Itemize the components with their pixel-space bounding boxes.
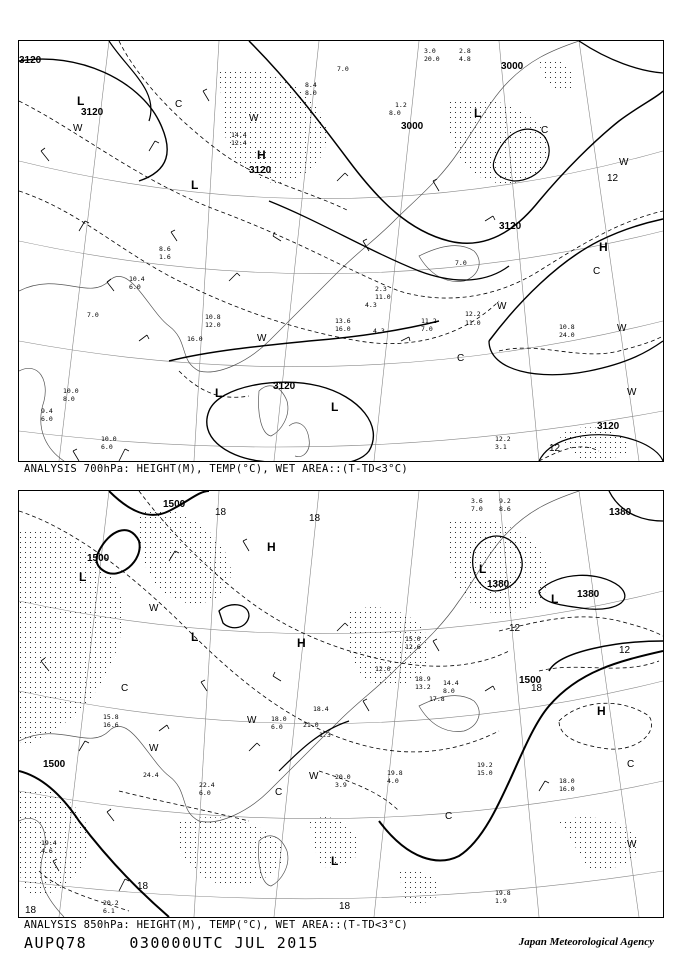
low-center: L: [479, 562, 487, 576]
obs-value: 14.4: [443, 679, 459, 687]
obs-value: 20.2: [103, 899, 119, 907]
obs-value: 4.0: [387, 777, 399, 785]
map-850hpa: [19, 491, 663, 917]
obs-value: 12.0: [205, 321, 221, 329]
low-center: L: [474, 106, 482, 120]
obs-value: 3.0: [424, 47, 436, 55]
obs-value: 4.6: [41, 847, 53, 855]
obs-value: 10.8: [559, 323, 575, 331]
obs-value: 9.4: [41, 407, 53, 415]
obs-value: 10.0: [101, 435, 117, 443]
warm-label: W: [149, 603, 159, 614]
obs-value: 16.6: [103, 721, 119, 729]
contour-label: 3120: [273, 381, 296, 392]
obs-value: 24.4: [143, 771, 159, 779]
obs-value: 4.3: [365, 301, 377, 309]
obs-value: 3.1: [495, 443, 507, 451]
contour-labels: [43, 499, 635, 770]
obs-value: 6.0: [41, 415, 53, 423]
obs-value: 4.3: [373, 327, 385, 335]
obs-value: 1.3: [319, 731, 331, 739]
isotherm-label: 18: [215, 507, 227, 518]
warm-label: W: [309, 771, 319, 782]
high-center: H: [267, 540, 276, 554]
low-center: L: [191, 630, 199, 644]
obs-value: 18.0: [559, 777, 575, 785]
warm-label: W: [257, 333, 267, 344]
high-center: H: [257, 148, 266, 162]
obs-value: 6.1: [103, 907, 115, 915]
obs-value: 11.0: [375, 293, 391, 301]
contour-label: 3120: [499, 221, 522, 232]
obs-value: 8.6: [159, 245, 171, 253]
obs-value: 21.0: [303, 721, 319, 729]
obs-value: 12.2: [465, 310, 481, 318]
obs-value: 3.9: [335, 781, 347, 789]
chart-identifier: [24, 934, 319, 952]
obs-value: 16.0: [335, 325, 351, 333]
obs-value: 19.8: [387, 769, 403, 777]
obs-value: 9.2: [499, 497, 511, 505]
obs-value: 7.0: [455, 259, 467, 267]
contour-label: 3000: [501, 61, 524, 72]
obs-value: 1.9: [495, 897, 507, 905]
obs-value: 20.0: [335, 773, 351, 781]
panel-700-caption: ANALYSIS 700hPa: HEIGHT(M), TEMP(°C), WET AREA::(T-TD<3°C): [24, 463, 409, 475]
cold-label: C: [121, 683, 129, 694]
obs-value: 11.2: [421, 317, 437, 325]
low-center: L: [79, 570, 87, 584]
contour-label: 3000: [401, 121, 424, 132]
obs-value: 6.0: [199, 789, 211, 797]
contour-label: 1380: [577, 589, 600, 600]
obs-value: 8.0: [443, 687, 455, 695]
obs-value: 12.2: [495, 435, 511, 443]
low-center: L: [215, 386, 223, 400]
high-center: H: [297, 636, 306, 650]
contour-label: 1380: [487, 579, 510, 590]
map-700hpa: [19, 41, 663, 461]
chart-code: AUPQ78: [24, 934, 88, 952]
contour-label: 3120: [81, 107, 104, 118]
low-center: L: [551, 592, 559, 606]
contour-label: 1500: [43, 759, 66, 770]
low-center: L: [331, 854, 339, 868]
obs-value: 20.0: [424, 55, 440, 63]
cold-label: C: [175, 99, 183, 110]
obs-value: 8.0: [389, 109, 401, 117]
obs-value: 15.0: [405, 635, 421, 643]
obs-value: 2.3: [375, 285, 387, 293]
warm-label: W: [149, 743, 159, 754]
obs-value: 15.8: [103, 713, 119, 721]
obs-value: 19.4: [41, 839, 57, 847]
warm-label: W: [627, 387, 637, 398]
high-center: H: [599, 240, 608, 254]
obs-value: 7.0: [471, 505, 483, 513]
low-center: L: [331, 400, 339, 414]
contour-label: 3120: [249, 165, 272, 176]
contour-label: 1500: [519, 675, 542, 686]
obs-value: 16.0: [559, 785, 575, 793]
isotherm-label: 18: [531, 683, 543, 694]
obs-value: 1.2: [395, 101, 407, 109]
obs-value: 8.0: [63, 395, 75, 403]
obs-value: 2.8: [459, 47, 471, 55]
isotherm-label: 12: [549, 443, 561, 454]
obs-value: 14.4: [231, 131, 247, 139]
obs-value: 16.0: [187, 335, 203, 343]
warm-label: W: [73, 123, 83, 134]
obs-value: 22.4: [199, 781, 215, 789]
contour-label: 3120: [597, 421, 620, 432]
obs-value: 12.6: [405, 643, 421, 651]
wet-areas: [19, 509, 640, 903]
obs-value: 6.0: [129, 283, 141, 291]
obs-value: 13.6: [335, 317, 351, 325]
high-center: H: [597, 704, 606, 718]
cold-label: C: [445, 811, 453, 822]
obs-value: 7.0: [337, 65, 349, 73]
obs-value: 10.4: [129, 275, 145, 283]
low-center: L: [77, 94, 85, 108]
cold-label: C: [593, 266, 601, 277]
contour-label: 1380: [609, 507, 632, 518]
obs-value: 13.2: [415, 683, 431, 691]
warm-label: W: [619, 157, 629, 168]
contour-label: 1500: [163, 499, 186, 510]
obs-value: 24.0: [559, 331, 575, 339]
low-center: L: [191, 178, 199, 192]
contour-label: 3120: [19, 55, 42, 66]
obs-value: 6.0: [101, 443, 113, 451]
isotherm-label: 18: [25, 905, 37, 916]
cold-label: C: [457, 353, 465, 364]
obs-value: 4.8: [459, 55, 471, 63]
obs-value: 3.6: [471, 497, 483, 505]
obs-value: 17.8: [429, 695, 445, 703]
obs-value: 18.0: [271, 715, 287, 723]
temperature-labels: [73, 99, 637, 454]
warm-label: W: [617, 323, 627, 334]
obs-value: 18.9: [415, 675, 431, 683]
obs-value: 12.4: [231, 139, 247, 147]
isotherm-label: 12: [607, 173, 619, 184]
obs-value: 7.0: [87, 311, 99, 319]
cold-label: C: [275, 787, 283, 798]
isotherm-label: 18: [339, 901, 351, 912]
isotherm-label: 18: [137, 881, 149, 892]
obs-value: 7.0: [421, 325, 433, 333]
cold-label: C: [627, 759, 635, 770]
obs-value: 19.2: [477, 761, 493, 769]
obs-value: 10.0: [63, 387, 79, 395]
map-panel-850hpa: [18, 490, 664, 918]
obs-value: 19.8: [495, 889, 511, 897]
warm-label: W: [247, 715, 257, 726]
panel-850-caption: ANALYSIS 850hPa: HEIGHT(M), TEMP(°C), WET AREA::(T-TD<3°C): [24, 919, 409, 931]
obs-value: 6.0: [271, 723, 283, 731]
graticule: [19, 41, 663, 461]
obs-value: 1.6: [159, 253, 171, 261]
map-panel-700hpa: [18, 40, 664, 462]
obs-value: 10.8: [205, 313, 221, 321]
obs-value: 12.0: [375, 665, 391, 673]
obs-value: 8.4: [305, 81, 317, 89]
warm-label: W: [627, 839, 637, 850]
obs-value: 8.0: [305, 89, 317, 97]
obs-value: 8.6: [499, 505, 511, 513]
isotherms: [19, 41, 663, 461]
height-contours: [19, 41, 663, 461]
obs-value: 18.4: [313, 705, 329, 713]
cold-label: C: [541, 125, 549, 136]
valid-time: 030000UTC JUL 2015: [129, 934, 319, 952]
warm-label: W: [249, 113, 259, 124]
obs-value: 15.0: [477, 769, 493, 777]
isotherm-label: 12: [619, 645, 631, 656]
agency-credit: Japan Meteorological Agency: [518, 936, 654, 948]
warm-label: W: [497, 301, 507, 312]
isotherm-label: 18: [309, 513, 321, 524]
obs-value: 11.0: [465, 319, 481, 327]
contour-label: 1500: [87, 553, 110, 564]
isotherm-label: 12: [509, 623, 521, 634]
